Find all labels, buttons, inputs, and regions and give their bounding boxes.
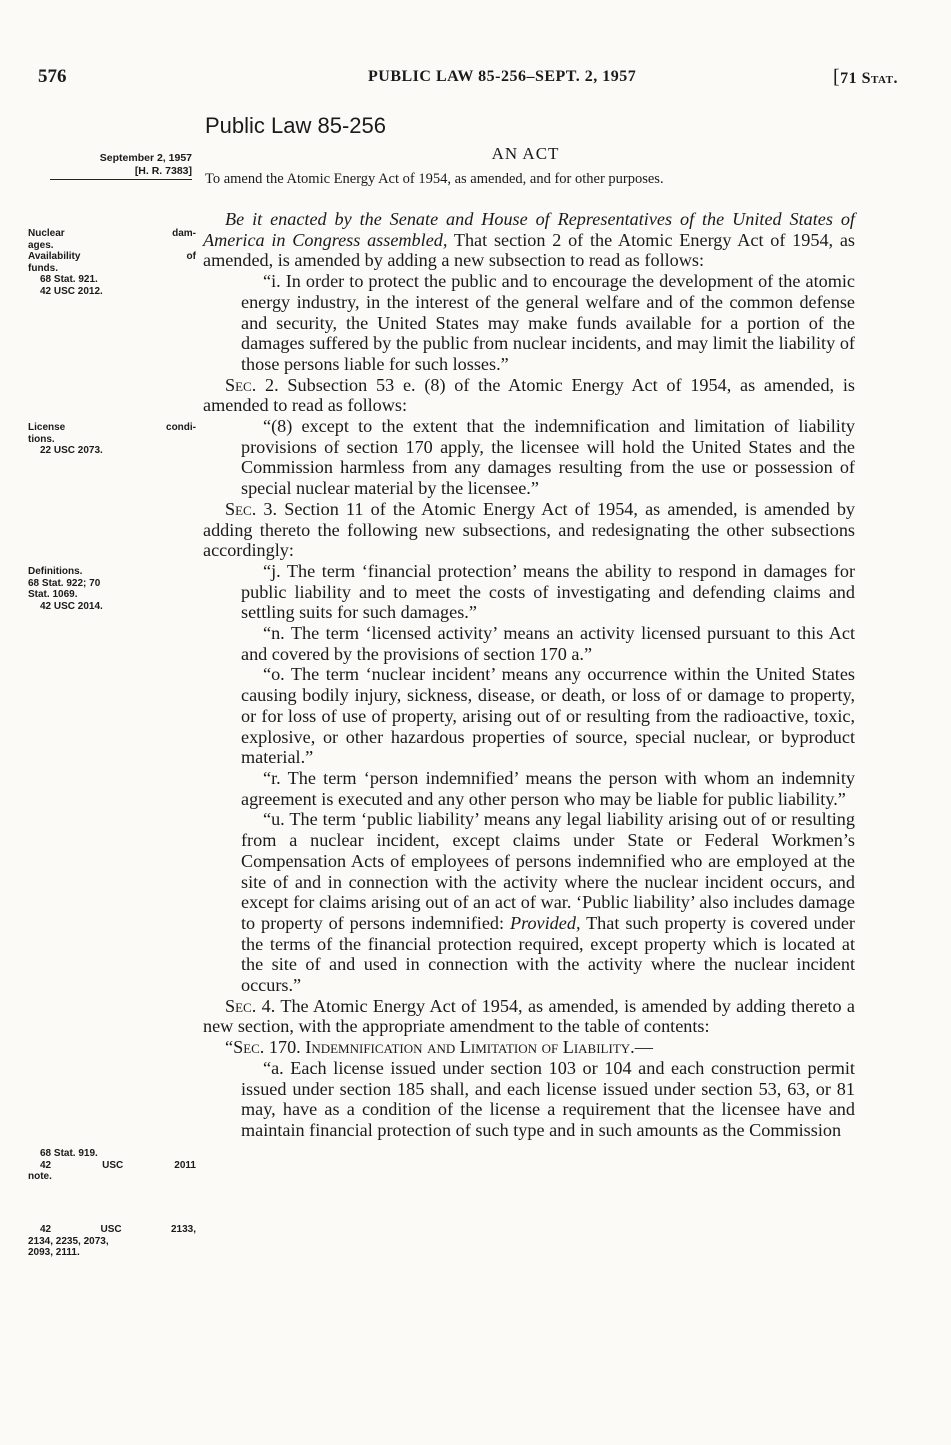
margin-note-nuclear-damages (28, 228, 196, 297)
margin-note-line: Stat. 1069. (28, 589, 78, 600)
margin-note-line: funds. (28, 262, 58, 274)
margin-note-line: 2093, 2111. (28, 1247, 80, 1258)
subsection-a: “a. Each license issued under section 103 or 104 and each construction permit issued under section 185 shall, and each license issued under section 53, 63, or 81 may, have as a condition of the license a requirement that the licensee have and maintain financial protection of such type and in such amounts as the Commission (241, 1057, 855, 1140)
margin-note-line: 42 USC 2012. (40, 285, 103, 297)
margin-note-sec170 (28, 1224, 196, 1259)
margin-note-line: 68 Stat. 921. (40, 274, 98, 285)
section-2 (203, 375, 855, 416)
section-2-text: Subsection 53 e. (8) of the Atomic Energy Act of 1954, as amended, is amended to read as follows: (203, 374, 855, 416)
subsection-u (203, 809, 855, 995)
margin-note-line: Availability of (28, 251, 196, 262)
section-2-label: Sec. 2. (225, 374, 279, 395)
margin-note-line: 68 Stat. 919. (40, 1148, 98, 1159)
margin-note-sec4 (28, 1148, 196, 1183)
subsection-o: “o. The term ‘nuclear incident’ means any occurrence within the United States causing bodily injury, sickness, disease, or death, or loss of or damage to property, or for loss of use of property, arising out of or resulting from the radioactive, toxic, explosive, or other hazardous properties of source, special nuclear, or byproduct material.” (241, 664, 855, 768)
margin-note-line: 22 USC 2073. (40, 445, 103, 456)
bracket: [ (832, 66, 841, 88)
subsection-u-provided: Provided, (509, 912, 581, 933)
section-4 (203, 996, 855, 1037)
subsection-8: “(8) except to the extent that the indemnification and limitation of liability provisions of section 170 apply, the licensee will hold the United States and the Commission harmless from any damages resulting from the use or possession of special nuclear material by the licensee.” (241, 416, 855, 499)
law-title: Public Law 85-256 (205, 113, 387, 138)
margin-note-line: 42 USC 2014. (40, 600, 103, 612)
act-body (203, 209, 855, 1141)
margin-note-line: 42 USC 2133, (40, 1224, 196, 1235)
enacting-clause-text: That section 2 of the Atomic Energy Act of 1954, as amended, is amended by adding a new subsection to read as follows: (203, 229, 856, 271)
page-header (38, 66, 898, 92)
section-4-label: Sec. 4. (225, 995, 276, 1016)
statute-reference (833, 66, 898, 89)
margin-note-line: ages. (28, 239, 54, 251)
enactment-date: September 2, 1957 (99, 152, 192, 164)
margin-note-line: 2134, 2235, 2073, (28, 1235, 109, 1247)
bill-number: [H. R. 7383] (50, 165, 192, 180)
margin-note-line: 68 Stat. 922; 70 (28, 577, 101, 589)
running-head: PUBLIC LAW 85-256–SEPT. 2, 1957 (368, 68, 637, 85)
subsection-u-text-a: “u. The term ‘public liability’ means any legal liability arising out of or resulting from a nuclear incident, except claims under State or Federal Workmen’s Compensation Acts of employees of persons indemnified who are employed at the site of and in connection with the activity where the nuclear incident occurs, and except for claims arising out of an act of war. ‘Public liability’ also includes damage to property of persons indemnified: (241, 809, 855, 933)
section-170-heading: “Sec. 170. Indemnification and Limitation of Liability.— (225, 1037, 653, 1058)
margin-note-line: 42 USC 2011 (40, 1159, 196, 1171)
statute-reference-text: 71 Stat. (840, 70, 898, 87)
subsection-i: “i. In order to protect the public and to encourage the development of the atomic energy industry, in the interest of the general welfare and of the common defense and security, the United States may make funds available for a portion of the damages suffered by the public from nuclear incidents, and may limit the liability of those persons liable for such losses.” (241, 271, 855, 374)
section-3-text: Section 11 of the Atomic Energy Act of 1954, as amended, is amended by adding thereto the following new subsections, and redesignating the other subsections accordingly: (203, 498, 856, 561)
enacting-clause-italic: Be it enacted by the Senate and House of Representatives of the United States of America in Congress assembled, (203, 209, 855, 250)
margin-note-line: note. (28, 1171, 52, 1182)
section-3 (203, 499, 855, 561)
date-block (50, 152, 192, 180)
subsection-n: “n. The term ‘licensed activity’ means an activity licensed pursuant to this Act and covered by the provisions of section 170 a.” (241, 623, 855, 664)
subsection-u-text-b: That such property is covered under the terms of the financial protection required, except property which is located at the site of and used in connection with the activity where the nuclear incident occurs.” (241, 912, 855, 996)
page-number: 576 (38, 66, 67, 87)
act-heading: AN ACT (491, 144, 560, 163)
margin-note-definitions (28, 566, 196, 612)
margin-note-line: Definitions. (28, 566, 83, 577)
section-4-text: The Atomic Energy Act of 1954, as amended, is amended by adding thereto a new section, with the appropriate amendment to the table of contents: (203, 995, 855, 1037)
margin-note-line: Nuclear dam- (28, 228, 196, 239)
enacting-clause (203, 209, 855, 271)
subsection-r: “r. The term ‘person indemnified’ means the person with whom an indemnity agreement is executed and any other person who may be liable for public liability.” (241, 767, 855, 809)
margin-note-line: tions. (28, 433, 55, 445)
subsection-j: “j. The term ‘financial protection’ means the ability to respond in damages for public liability and to meet the costs of investigating and defending claims and settling suits for such damages.” (241, 560, 855, 623)
section-3-label: Sec. 3. (225, 498, 278, 519)
act-purpose: To amend the Atomic Energy Act of 1954, as amended, and for other purposes. (205, 171, 664, 187)
margin-note-license-conditions (28, 422, 196, 457)
margin-note-line: License condi- (28, 422, 196, 433)
